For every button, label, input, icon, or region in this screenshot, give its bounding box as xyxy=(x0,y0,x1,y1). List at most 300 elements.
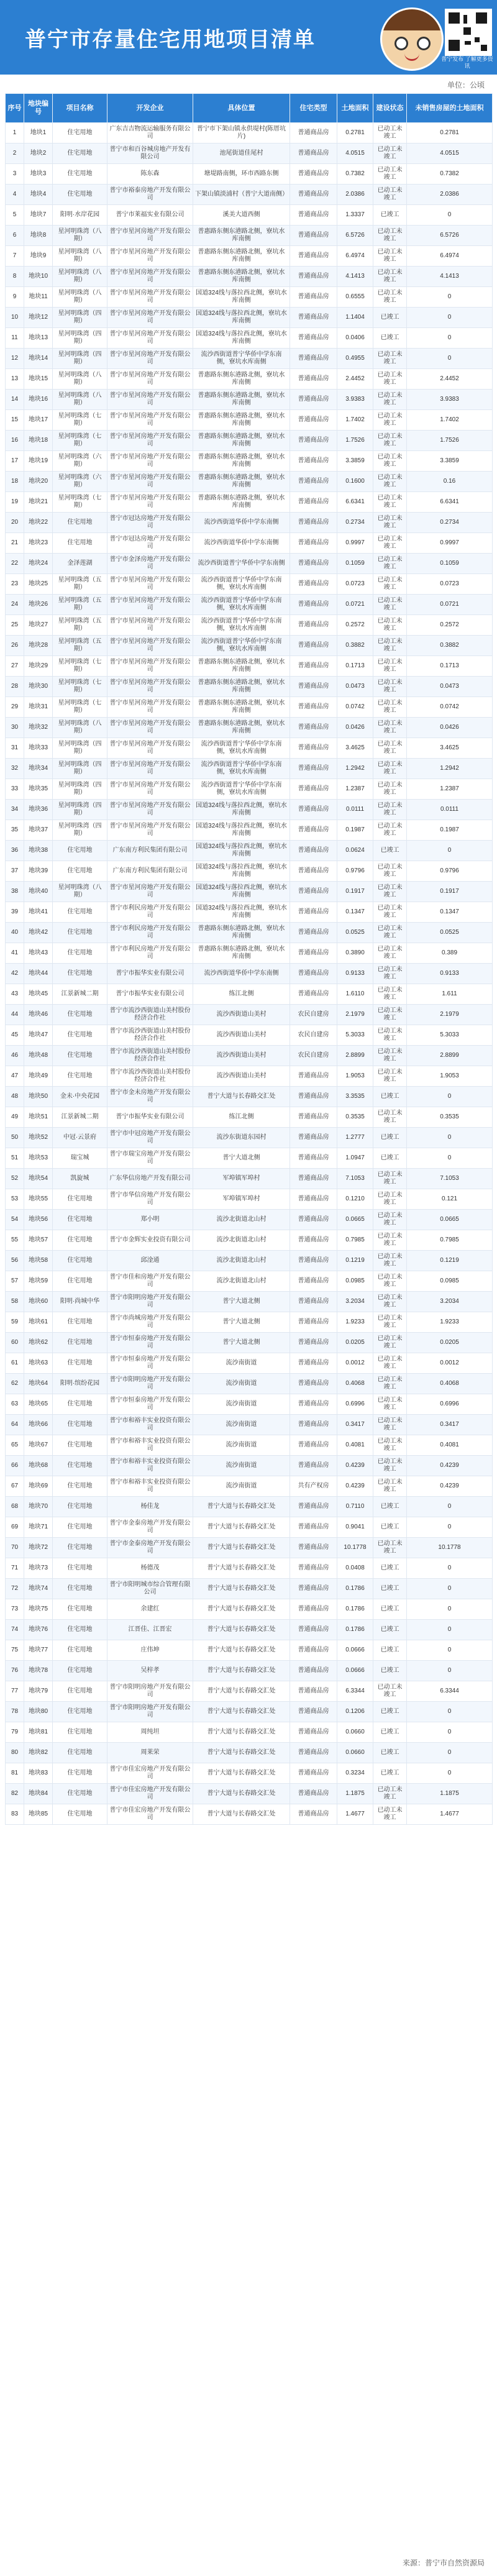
cell-plot-code: 地块73 xyxy=(24,1558,53,1579)
cell-plot-code: 地块83 xyxy=(24,1763,53,1784)
cell-land-area: 3.3859 xyxy=(337,451,373,472)
cell-build-status: 已动工未竣工 xyxy=(373,226,407,246)
cell-developer: 普宁市阳明房地产开发有限公司 xyxy=(107,1374,193,1394)
cell-index: 80 xyxy=(6,1743,24,1763)
cell-index: 30 xyxy=(6,718,24,738)
cell-project-name: 住宅用地 xyxy=(53,1640,107,1661)
cell-index: 77 xyxy=(6,1681,24,1702)
cell-plot-code: 地块75 xyxy=(24,1599,53,1620)
cell-plot-code: 地块82 xyxy=(24,1743,53,1763)
cell-housing-type: 普通商品房 xyxy=(290,1333,337,1353)
cell-developer: 普宁市星河房地产开发有限公司 xyxy=(107,677,193,697)
cell-land-area: 0.0985 xyxy=(337,1271,373,1292)
cell-index: 43 xyxy=(6,984,24,1005)
cell-unsold-area: 0 xyxy=(407,1722,493,1743)
cell-location: 流沙西街道山美村 xyxy=(193,1005,290,1025)
cell-project-name: 星河明珠湾（七期） xyxy=(53,656,107,677)
cell-build-status: 已动工未竣工 xyxy=(373,492,407,513)
cell-developer: 普宁市阳明房地产开发有限公司 xyxy=(107,1702,193,1722)
cell-land-area: 0.4239 xyxy=(337,1476,373,1497)
cell-location: 普宁大道与长春路交汇处 xyxy=(193,1087,290,1107)
cell-index: 24 xyxy=(6,595,24,615)
cell-project-name: 住宅用地 xyxy=(53,943,107,964)
table-body xyxy=(6,123,493,1825)
cell-index: 46 xyxy=(6,1046,24,1066)
cell-index: 41 xyxy=(6,943,24,964)
cell-developer: 普宁市和裕丰实业投资有限公司 xyxy=(107,1456,193,1476)
cell-housing-type: 普通商品房 xyxy=(290,595,337,615)
cell-unsold-area: 4.0515 xyxy=(407,144,493,164)
cell-developer: 普宁市星河房地产开发有限公司 xyxy=(107,308,193,328)
cell-developer: 普宁市星河房地产开发有限公司 xyxy=(107,369,193,390)
table-row xyxy=(6,226,493,246)
cell-developer: 普宁市星河房地产开发有限公司 xyxy=(107,820,193,841)
cell-location: 流沙北街道北山村 xyxy=(193,1230,290,1251)
cell-index: 16 xyxy=(6,431,24,451)
cell-project-name: 星河明珠湾（八期） xyxy=(53,718,107,738)
cell-index: 56 xyxy=(6,1251,24,1271)
cell-build-status: 已竣工 xyxy=(373,1558,407,1579)
cell-project-name: 住宅用地 xyxy=(53,1230,107,1251)
cell-index: 44 xyxy=(6,1005,24,1025)
cell-unsold-area: 3.4625 xyxy=(407,738,493,759)
cell-land-area: 0.0742 xyxy=(337,697,373,718)
cell-land-area: 0.2734 xyxy=(337,513,373,533)
cell-location: 普宁大道与长春路交汇处 xyxy=(193,1763,290,1784)
table-row xyxy=(6,410,493,431)
cell-plot-code: 地块48 xyxy=(24,1046,53,1066)
cell-index: 9 xyxy=(6,287,24,308)
cell-developer: 普宁市星河房地产开发有限公司 xyxy=(107,492,193,513)
table-row xyxy=(6,759,493,779)
cell-unsold-area: 0.4239 xyxy=(407,1476,493,1497)
cell-developer: 普宁市振华实业有限公司 xyxy=(107,1107,193,1128)
cell-project-name: 星河明珠湾（七期） xyxy=(53,492,107,513)
cell-developer: 普宁市星河房地产开发有限公司 xyxy=(107,738,193,759)
cell-land-area: 0.9997 xyxy=(337,533,373,554)
cell-project-name: 星河明珠湾（四期） xyxy=(53,328,107,349)
cell-index: 29 xyxy=(6,697,24,718)
cell-developer: 普宁市星河房地产开发有限公司 xyxy=(107,246,193,267)
cell-project-name: 阳明·尚城中华 xyxy=(53,1292,107,1312)
cell-developer: 普宁市阳明城市综合管理有限公司 xyxy=(107,1579,193,1599)
cell-build-status: 已竣工 xyxy=(373,1599,407,1620)
cell-developer: 普宁市振华实业有限公司 xyxy=(107,984,193,1005)
table-row xyxy=(6,1394,493,1415)
cell-location: 普惠路东侧东港路北侧，寮坑水库南侧 xyxy=(193,492,290,513)
cell-plot-code: 地块85 xyxy=(24,1804,53,1825)
cell-land-area: 1.3337 xyxy=(337,205,373,226)
cell-land-area: 0.4068 xyxy=(337,1374,373,1394)
cell-unsold-area: 0 xyxy=(407,1087,493,1107)
table-row xyxy=(6,205,493,226)
unit-label: 单位：公顷 xyxy=(447,81,485,89)
cell-developer: 普宁市振华实业有限公司 xyxy=(107,964,193,984)
cell-build-status: 已动工未竣工 xyxy=(373,1374,407,1394)
cell-plot-code: 地块11 xyxy=(24,287,53,308)
cell-project-name: 住宅用地 xyxy=(53,902,107,923)
cell-index: 12 xyxy=(6,349,24,369)
cell-plot-code: 地块35 xyxy=(24,779,53,800)
cell-location: 流沙北街道北山村 xyxy=(193,1271,290,1292)
cell-housing-type: 普通商品房 xyxy=(290,1066,337,1087)
cell-project-name: 星河明珠湾（四期） xyxy=(53,779,107,800)
table-row xyxy=(6,1435,493,1456)
cell-housing-type: 普通商品房 xyxy=(290,431,337,451)
cell-unsold-area: 2.8899 xyxy=(407,1046,493,1066)
cell-location: 国道324线与落拉西北侧，寮坑水库南侧 xyxy=(193,841,290,861)
cell-plot-code: 地块28 xyxy=(24,636,53,656)
cell-location: 普惠路东侧东港路北侧，寮坑水库南侧 xyxy=(193,369,290,390)
cell-location: 普宁大道与长春路交汇处 xyxy=(193,1702,290,1722)
cell-housing-type: 普通商品房 xyxy=(290,800,337,820)
cell-land-area: 0.1219 xyxy=(337,1251,373,1271)
cell-housing-type: 普通商品房 xyxy=(290,1087,337,1107)
cell-housing-type: 普通商品房 xyxy=(290,902,337,923)
cell-unsold-area: 0.2572 xyxy=(407,615,493,636)
cell-developer: 普宁市佳宏房地产开发有限公司 xyxy=(107,1763,193,1784)
cell-build-status: 已动工未竣工 xyxy=(373,1415,407,1435)
cell-location: 流沙南街道 xyxy=(193,1456,290,1476)
table-row xyxy=(6,595,493,615)
cell-location: 流沙西街道普宁华侨中学东南侧，寮坑水库南侧 xyxy=(193,349,290,369)
table-row xyxy=(6,1640,493,1661)
cell-unsold-area: 6.6341 xyxy=(407,492,493,513)
table-row xyxy=(6,677,493,697)
cell-build-status: 已竣工 xyxy=(373,841,407,861)
cell-location: 普惠路东侧东港路北侧，寮坑水库南侧 xyxy=(193,246,290,267)
table-row xyxy=(6,1497,493,1517)
cell-plot-code: 地块13 xyxy=(24,328,53,349)
table-row xyxy=(6,1025,493,1046)
cell-developer: 普宁市星河房地产开发有限公司 xyxy=(107,882,193,902)
table-row xyxy=(6,1722,493,1743)
cell-plot-code: 地块53 xyxy=(24,1148,53,1169)
cell-housing-type: 普通商品房 xyxy=(290,1702,337,1722)
cell-plot-code: 地块22 xyxy=(24,513,53,533)
cell-plot-code: 地块74 xyxy=(24,1579,53,1599)
cell-location: 普惠路东侧东港路北侧，寮坑水库南侧 xyxy=(193,472,290,492)
cell-unsold-area: 6.3344 xyxy=(407,1681,493,1702)
cell-build-status: 已竣工 xyxy=(373,328,407,349)
cell-index: 78 xyxy=(6,1702,24,1722)
cell-unsold-area: 0 xyxy=(407,1579,493,1599)
cell-developer: 普宁市瑞宝房地产开发有限公司 xyxy=(107,1148,193,1169)
cell-plot-code: 地块59 xyxy=(24,1271,53,1292)
mascot-hair xyxy=(382,9,442,30)
cell-developer: 普宁市星河房地产开发有限公司 xyxy=(107,328,193,349)
cell-plot-code: 地块17 xyxy=(24,410,53,431)
cell-housing-type: 普通商品房 xyxy=(290,226,337,246)
cell-index: 69 xyxy=(6,1517,24,1538)
cell-land-area: 0.1713 xyxy=(337,656,373,677)
cell-build-status: 已动工未竣工 xyxy=(373,1804,407,1825)
cell-land-area: 3.4625 xyxy=(337,738,373,759)
cell-location: 国道324线与落拉西北侧，寮坑水库南侧 xyxy=(193,287,290,308)
cell-land-area: 0.4955 xyxy=(337,349,373,369)
cell-build-status: 已动工未竣工 xyxy=(373,1456,407,1476)
cell-land-area: 1.2942 xyxy=(337,759,373,779)
cell-build-status: 已竣工 xyxy=(373,1087,407,1107)
cell-developer: 普宁市金泰房地产开发有限公司 xyxy=(107,1538,193,1558)
cell-location: 普惠路东侧东港路北侧，寮坑水库南侧 xyxy=(193,697,290,718)
cell-index: 61 xyxy=(6,1353,24,1374)
cell-developer: 普宁市星河房地产开发有限公司 xyxy=(107,431,193,451)
cell-project-name: 住宅用地 xyxy=(53,1435,107,1456)
cell-developer: 普宁市恒泰房地产开发有限公司 xyxy=(107,1333,193,1353)
cell-build-status: 已动工未竣工 xyxy=(373,882,407,902)
table-row xyxy=(6,1743,493,1763)
cell-plot-code: 地块23 xyxy=(24,533,53,554)
cell-land-area: 0.1059 xyxy=(337,554,373,574)
table-row xyxy=(6,1763,493,1784)
cell-index: 18 xyxy=(6,472,24,492)
cell-build-status: 已动工未竣工 xyxy=(373,718,407,738)
cell-project-name: 住宅用地 xyxy=(53,1722,107,1743)
cell-project-name: 星河明珠湾（四期） xyxy=(53,759,107,779)
cell-land-area: 1.9233 xyxy=(337,1312,373,1333)
cell-unsold-area: 0.3417 xyxy=(407,1415,493,1435)
cell-housing-type: 普通商品房 xyxy=(290,554,337,574)
cell-build-status: 已动工未竣工 xyxy=(373,1435,407,1456)
cell-plot-code: 地块43 xyxy=(24,943,53,964)
cell-index: 67 xyxy=(6,1476,24,1497)
cell-build-status: 已动工未竣工 xyxy=(373,574,407,595)
cell-build-status: 已动工未竣工 xyxy=(373,164,407,185)
cell-unsold-area: 1.7402 xyxy=(407,410,493,431)
cell-developer: 普宁市星河房地产开发有限公司 xyxy=(107,800,193,820)
cell-unsold-area: 0 xyxy=(407,1661,493,1681)
cell-unsold-area: 0.2781 xyxy=(407,123,493,144)
cell-location: 流沙西街道普宁华侨中学东南侧，寮坑水库南侧 xyxy=(193,636,290,656)
cell-land-area: 6.4974 xyxy=(337,246,373,267)
cell-plot-code: 地块81 xyxy=(24,1722,53,1743)
cell-land-area: 0.0660 xyxy=(337,1743,373,1763)
cell-build-status: 已动工未竣工 xyxy=(373,636,407,656)
cell-index: 23 xyxy=(6,574,24,595)
cell-plot-code: 地块66 xyxy=(24,1415,53,1435)
cell-location: 普宁大道与长春路交汇处 xyxy=(193,1558,290,1579)
cell-index: 82 xyxy=(6,1784,24,1804)
cell-land-area: 0.9041 xyxy=(337,1517,373,1538)
cell-location: 普宁市下架山镇永供堤村(陈厝坑片) xyxy=(193,123,290,144)
cell-unsold-area: 1.611 xyxy=(407,984,493,1005)
cell-project-name: 金未·中央花园 xyxy=(53,1087,107,1107)
cell-land-area: 0.1917 xyxy=(337,882,373,902)
cell-project-name: 住宅用地 xyxy=(53,1517,107,1538)
cell-developer: 普宁市和裕丰实业投资有限公司 xyxy=(107,1476,193,1497)
cell-housing-type: 普通商品房 xyxy=(290,718,337,738)
cell-land-area: 0.0111 xyxy=(337,800,373,820)
cell-housing-type: 普通商品房 xyxy=(290,287,337,308)
cell-housing-type: 普通商品房 xyxy=(290,349,337,369)
cell-housing-type: 普通商品房 xyxy=(290,472,337,492)
cell-housing-type: 普通商品房 xyxy=(290,1784,337,1804)
cell-project-name: 星河明珠湾（八期） xyxy=(53,267,107,287)
cell-build-status: 已动工未竣工 xyxy=(373,595,407,615)
cell-unsold-area: 0 xyxy=(407,205,493,226)
table-row xyxy=(6,1087,493,1107)
cell-location: 国道324线与落拉西北侧，寮坑水库南侧 xyxy=(193,861,290,882)
table-row xyxy=(6,492,493,513)
cell-developer: 普宁市和裕丰实业投资有限公司 xyxy=(107,1435,193,1456)
cell-index: 66 xyxy=(6,1456,24,1476)
cell-project-name: 住宅用地 xyxy=(53,841,107,861)
cell-land-area: 1.0947 xyxy=(337,1148,373,1169)
cell-housing-type: 普通商品房 xyxy=(290,1640,337,1661)
cell-land-area: 10.1778 xyxy=(337,1538,373,1558)
cell-plot-code: 地块19 xyxy=(24,451,53,472)
cell-build-status: 已动工未竣工 xyxy=(373,1230,407,1251)
cell-land-area: 0.3890 xyxy=(337,943,373,964)
cell-housing-type: 普通商品房 xyxy=(290,964,337,984)
cell-unsold-area: 0.0205 xyxy=(407,1333,493,1353)
cell-plot-code: 地块24 xyxy=(24,554,53,574)
table-row xyxy=(6,1538,493,1558)
cell-index: 11 xyxy=(6,328,24,349)
cell-unsold-area: 0.1059 xyxy=(407,554,493,574)
cell-project-name: 星河明珠湾（七期） xyxy=(53,697,107,718)
table-row xyxy=(6,287,493,308)
cell-plot-code: 地块55 xyxy=(24,1189,53,1210)
cell-location: 普惠路东侧东港路北侧，寮坑水库南侧 xyxy=(193,410,290,431)
cell-location: 普宁大道与长春路交汇处 xyxy=(193,1743,290,1763)
cell-project-name: 星河明珠湾（四期） xyxy=(53,820,107,841)
cell-housing-type: 普通商品房 xyxy=(290,861,337,882)
cell-index: 58 xyxy=(6,1292,24,1312)
cell-housing-type: 普通商品房 xyxy=(290,923,337,943)
cell-housing-type: 普通商品房 xyxy=(290,144,337,164)
cell-project-name: 住宅用地 xyxy=(53,1394,107,1415)
cell-land-area: 0.6996 xyxy=(337,1394,373,1415)
col-header-unsold-area: 未销售房屋的土地面积 xyxy=(407,94,493,123)
cell-developer: 普宁市星河房地产开发有限公司 xyxy=(107,267,193,287)
cell-build-status: 已动工未竣工 xyxy=(373,1394,407,1415)
cell-developer: 陈东森 xyxy=(107,164,193,185)
cell-developer: 普宁市金未房地产开发有限公司 xyxy=(107,1087,193,1107)
cell-unsold-area: 7.1053 xyxy=(407,1169,493,1189)
cell-developer: 普宁市尚城房地产开发有限公司 xyxy=(107,1312,193,1333)
table-row xyxy=(6,1681,493,1702)
cell-build-status: 已动工未竣工 xyxy=(373,472,407,492)
cell-build-status: 已动工未竣工 xyxy=(373,697,407,718)
cell-developer: 广东南方利民集团有限公司 xyxy=(107,861,193,882)
cell-developer: 邱淦通 xyxy=(107,1251,193,1271)
cell-index: 51 xyxy=(6,1148,24,1169)
cell-build-status: 已动工未竣工 xyxy=(373,1353,407,1374)
cell-location: 普宁大道北侧 xyxy=(193,1292,290,1312)
table-row xyxy=(6,1333,493,1353)
cell-unsold-area: 0.16 xyxy=(407,472,493,492)
cell-land-area: 0.1600 xyxy=(337,472,373,492)
cell-location: 国道324线与落拉西北侧，寮坑水库南侧 xyxy=(193,882,290,902)
cell-index: 65 xyxy=(6,1435,24,1456)
table-row xyxy=(6,144,493,164)
cell-project-name: 星河明珠湾（八期） xyxy=(53,246,107,267)
cell-project-name: 江景新城二期 xyxy=(53,984,107,1005)
cell-index: 36 xyxy=(6,841,24,861)
cell-housing-type: 普通商品房 xyxy=(290,1681,337,1702)
table-row xyxy=(6,943,493,964)
cell-index: 21 xyxy=(6,533,24,554)
cell-index: 64 xyxy=(6,1415,24,1435)
cell-project-name: 星河明珠湾（五期） xyxy=(53,615,107,636)
cell-developer: 普宁市金泽房地产开发有限公司 xyxy=(107,554,193,574)
cell-project-name: 凯旋城 xyxy=(53,1169,107,1189)
cell-plot-code: 地块27 xyxy=(24,615,53,636)
cell-location: 流沙西街道普宁华侨中学东南侧，寮坑水库南侧 xyxy=(193,615,290,636)
cell-housing-type: 普通商品房 xyxy=(290,492,337,513)
cell-unsold-area: 1.4677 xyxy=(407,1804,493,1825)
cell-build-status: 已动工未竣工 xyxy=(373,267,407,287)
cell-index: 19 xyxy=(6,492,24,513)
table-row xyxy=(6,1148,493,1169)
table-row xyxy=(6,1804,493,1825)
cell-index: 7 xyxy=(6,246,24,267)
cell-build-status: 已动工未竣工 xyxy=(373,861,407,882)
cell-land-area: 2.8899 xyxy=(337,1046,373,1066)
cell-location: 流沙西街道普宁华侨中学东南侧，寮坑水库南侧 xyxy=(193,779,290,800)
cell-index: 83 xyxy=(6,1804,24,1825)
cell-build-status: 已竣工 xyxy=(373,1620,407,1640)
cell-index: 1 xyxy=(6,123,24,144)
cell-unsold-area: 0 xyxy=(407,349,493,369)
cell-location: 流沙西街道普宁华侨中学东南侧，寮坑水库南侧 xyxy=(193,738,290,759)
cell-unsold-area: 1.9053 xyxy=(407,1066,493,1087)
cell-land-area: 1.2777 xyxy=(337,1128,373,1148)
cell-project-name: 住宅用地 xyxy=(53,1743,107,1763)
table-row xyxy=(6,574,493,595)
table-row xyxy=(6,1292,493,1312)
cell-developer: 普宁市星河房地产开发有限公司 xyxy=(107,410,193,431)
cell-unsold-area: 0.3535 xyxy=(407,1107,493,1128)
cell-unsold-area: 0.0012 xyxy=(407,1353,493,1374)
cell-index: 26 xyxy=(6,636,24,656)
cell-housing-type: 普通商品房 xyxy=(290,369,337,390)
cell-project-name: 住宅用地 xyxy=(53,1415,107,1435)
cell-location: 练江北侧 xyxy=(193,1107,290,1128)
cell-project-name: 住宅用地 xyxy=(53,1538,107,1558)
cell-land-area: 1.6110 xyxy=(337,984,373,1005)
cell-unsold-area: 1.1875 xyxy=(407,1784,493,1804)
cell-unsold-area: 0 xyxy=(407,1148,493,1169)
cell-housing-type: 普通商品房 xyxy=(290,1456,337,1476)
cell-build-status: 已动工未竣工 xyxy=(373,984,407,1005)
cell-location: 国道324线与落拉西北侧，寮坑水库南侧 xyxy=(193,902,290,923)
cell-location: 普惠路东侧东港路北侧，寮坑水库南侧 xyxy=(193,267,290,287)
cell-location: 普惠路东侧东港路北侧，寮坑水库南侧 xyxy=(193,943,290,964)
cell-location: 普惠路东侧东港路北侧，寮坑水库南侧 xyxy=(193,923,290,943)
cell-index: 55 xyxy=(6,1230,24,1251)
cell-land-area: 3.2034 xyxy=(337,1292,373,1312)
table-row xyxy=(6,308,493,328)
cell-location: 普宁大道与长春路交汇处 xyxy=(193,1804,290,1825)
cell-plot-code: 地块63 xyxy=(24,1353,53,1374)
cell-unsold-area: 0 xyxy=(407,1702,493,1722)
cell-index: 10 xyxy=(6,308,24,328)
cell-location: 普宁大道北侧 xyxy=(193,1312,290,1333)
cell-project-name: 住宅用地 xyxy=(53,1025,107,1046)
cell-location: 普宁大道与长春路交汇处 xyxy=(193,1599,290,1620)
col-header-index: 序号 xyxy=(6,94,24,123)
cell-land-area: 3.3535 xyxy=(337,1087,373,1107)
cell-index: 31 xyxy=(6,738,24,759)
cell-developer: 周纯坦 xyxy=(107,1722,193,1743)
cell-index: 22 xyxy=(6,554,24,574)
cell-housing-type: 普通商品房 xyxy=(290,1435,337,1456)
cell-location: 普宁大道与长春路交汇处 xyxy=(193,1517,290,1538)
table-row xyxy=(6,369,493,390)
